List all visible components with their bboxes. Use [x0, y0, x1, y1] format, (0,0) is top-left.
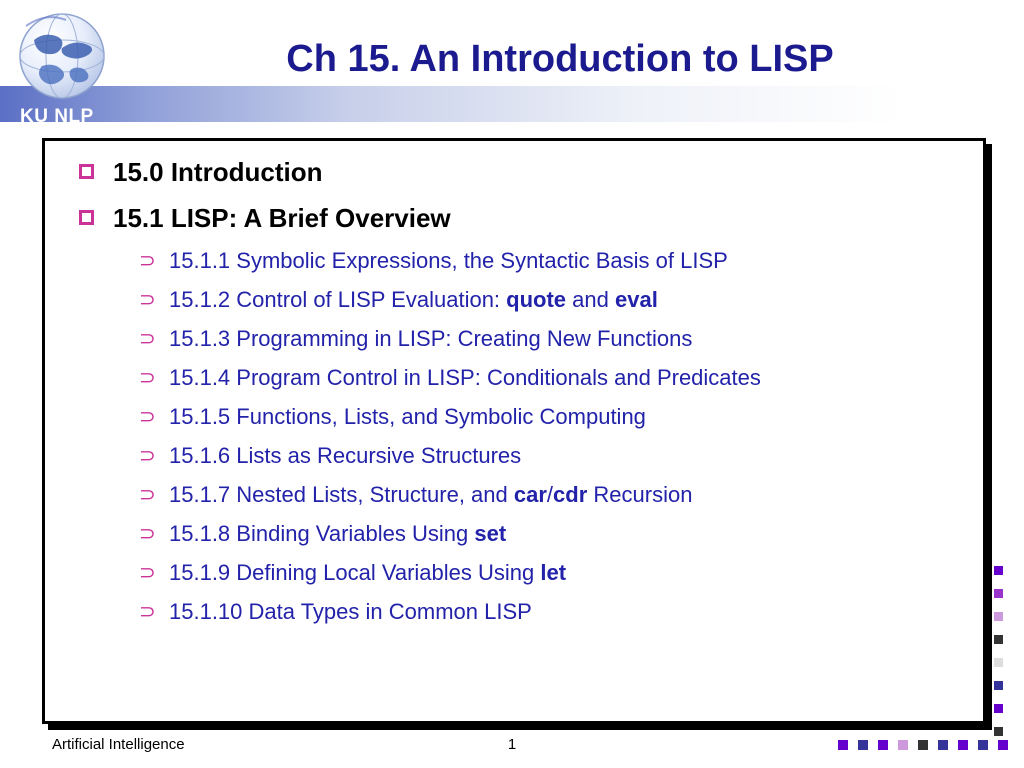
outline-item-keyword: set	[474, 521, 507, 546]
outline-item-level2	[65, 247, 963, 275]
decoration-square	[918, 740, 928, 750]
outline-item-keyword: cdr	[553, 482, 588, 507]
arrow-bullet-icon: ⊃	[139, 601, 156, 623]
arrow-bullet-icon: ⊃	[139, 289, 156, 311]
outline-item-text: Lists as Recursive Structures	[230, 443, 522, 468]
outline-item-number: 15.1.1	[169, 248, 231, 273]
outline-item-text: Data Types in Common LISP	[242, 599, 532, 624]
decoration-square	[978, 740, 988, 750]
outline-item-text: and	[566, 287, 615, 312]
outline-item-text: Binding Variables Using	[230, 521, 475, 546]
decoration-square	[994, 658, 1003, 667]
header-gradient-band	[0, 86, 1024, 122]
outline-item-number: 15.1.10	[169, 599, 243, 624]
outline-item-level2	[65, 364, 963, 392]
decoration-square	[994, 681, 1003, 690]
outline-item-level2	[65, 325, 963, 353]
right-decoration	[994, 566, 1010, 750]
footer-page-number: 1	[507, 736, 517, 753]
arrow-bullet-icon: ⊃	[139, 250, 156, 272]
decoration-square	[958, 740, 968, 750]
outline-item-number: 15.1.8	[169, 521, 231, 546]
decoration-square	[858, 740, 868, 750]
outline-item-level2	[65, 286, 963, 314]
outline-item-number: 15.1.2	[169, 287, 231, 312]
footer-decoration	[838, 740, 1008, 750]
outline-item-text: Symbolic Expressions, the Syntactic Basis of LISP	[230, 248, 728, 273]
outline-item-level2	[65, 559, 963, 587]
outline-item-level2	[65, 520, 963, 548]
decoration-square	[838, 740, 848, 750]
arrow-bullet-icon: ⊃	[139, 406, 156, 428]
decoration-square	[994, 589, 1003, 598]
outline-item-number: 15.1.3	[169, 326, 231, 351]
outline-item-text: Defining Local Variables Using	[230, 560, 541, 585]
globe-icon	[12, 6, 112, 106]
outline-item-keyword: let	[540, 560, 567, 585]
outline-item-number: 15.1.6	[169, 443, 231, 468]
page-title: Ch 15. An Introduction to LISP	[286, 38, 834, 80]
decoration-square	[994, 635, 1003, 644]
outline-item-text: Functions, Lists, and Symbolic Computing	[230, 404, 646, 429]
outline-item-level2	[65, 481, 963, 509]
outline-item-text: Programming in LISP: Creating New Functions	[230, 326, 693, 351]
outline-item-keyword: quote	[506, 287, 567, 312]
decoration-square	[994, 727, 1003, 736]
outline-item-label: 15.1 LISP: A Brief Overview	[113, 203, 451, 233]
outline-item-text: /	[546, 482, 554, 507]
outline-item-text: Nested Lists, Structure, and	[230, 482, 514, 507]
arrow-bullet-icon: ⊃	[139, 484, 156, 506]
outline-item-label: 15.0 Introduction	[113, 157, 323, 187]
logo	[6, 2, 118, 127]
logo-label: KU NLP	[20, 106, 94, 127]
outline-list	[65, 155, 963, 626]
arrow-bullet-icon: ⊃	[139, 328, 156, 350]
outline-item-text: Control of LISP Evaluation:	[230, 287, 507, 312]
outline-item-level1	[65, 155, 963, 189]
decoration-square	[994, 612, 1003, 621]
outline-item-level2	[65, 403, 963, 431]
arrow-bullet-icon: ⊃	[139, 523, 156, 545]
outline-item-keyword: eval	[614, 287, 658, 312]
decoration-square	[898, 740, 908, 750]
outline-item-level2	[65, 442, 963, 470]
outline-item-text: Program Control in LISP: Conditionals and Predicates	[230, 365, 761, 390]
outline-item-number: 15.1.9	[169, 560, 231, 585]
arrow-bullet-icon: ⊃	[139, 562, 156, 584]
arrow-bullet-icon: ⊃	[139, 367, 156, 389]
square-bullet-icon	[79, 164, 94, 179]
square-bullet-icon	[79, 210, 94, 225]
outline-item-text: Recursion	[587, 482, 693, 507]
outline-item-number: 15.1.4	[169, 365, 231, 390]
arrow-bullet-icon: ⊃	[139, 445, 156, 467]
outline-item-number: 15.1.7	[169, 482, 231, 507]
outline-item-number: 15.1.5	[169, 404, 231, 429]
decoration-square	[994, 566, 1003, 575]
outline-sublist	[65, 247, 963, 626]
decoration-square	[994, 704, 1003, 713]
outline-item-keyword: car	[513, 482, 547, 507]
decoration-square	[938, 740, 948, 750]
content-box	[42, 138, 986, 724]
outline-item-level1	[65, 201, 963, 235]
footer-course-label: Artificial Intelligence	[52, 736, 185, 753]
decoration-square	[998, 740, 1008, 750]
decoration-square	[878, 740, 888, 750]
outline-item-level2	[65, 598, 963, 626]
